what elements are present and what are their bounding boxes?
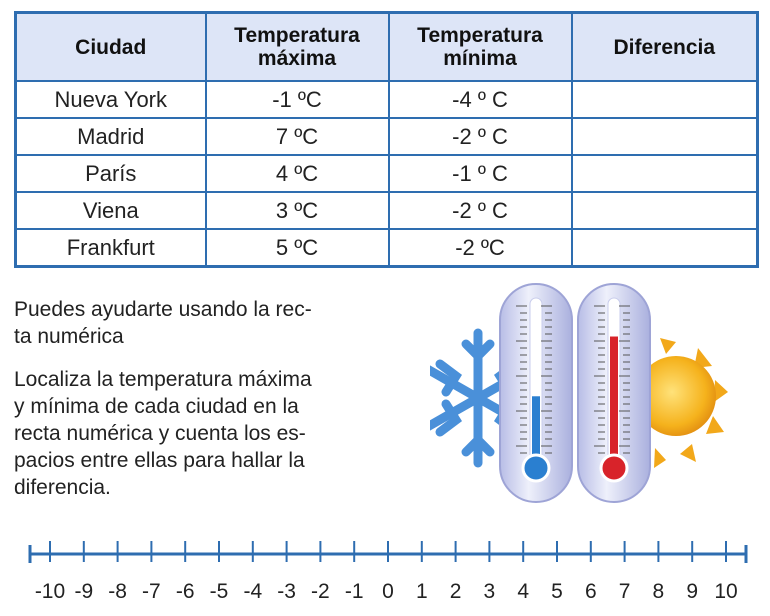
cell-maxima: 4 ºC [206,155,389,192]
cell-diferencia[interactable] [572,229,758,267]
number-line-label: 0 [382,580,394,603]
cell-ciudad: Madrid [16,118,206,155]
cell-diferencia[interactable] [572,81,758,118]
cell-minima: -1 º C [389,155,572,192]
temperature-table [14,11,759,268]
number-line-label: -8 [108,580,127,603]
number-line-label: 8 [652,580,665,603]
cell-maxima: 7 ºC [206,118,389,155]
number-line-label: 2 [449,580,462,603]
table-row [16,155,758,192]
cell-minima: -2 º C [389,192,572,229]
number-line-label: 5 [551,580,563,603]
instruction-hint: Puedes ayudarte usando la rec- ta numérica [14,298,312,348]
number-line-label: -10 [34,580,66,603]
header-diferencia: Diferencia [572,13,758,82]
number-line-label: -6 [175,580,195,603]
table-row [16,81,758,118]
number-line [0,530,770,616]
cell-maxima: 5 ºC [206,229,389,267]
cold-thermometer-icon [500,284,572,502]
number-line-label: -4 [243,580,263,603]
cell-minima: -4 º C [389,81,572,118]
number-line-label: 1 [415,580,428,603]
cell-minima: -2 ºC [389,229,572,267]
number-line-label: 10 [714,580,738,603]
cell-diferencia[interactable] [572,118,758,155]
cell-maxima: -1 ºC [206,81,389,118]
number-line-label: -1 [344,580,364,603]
instruction-task: Localiza la temperatura máxima y mínima de cada ciudad en la recta numérica y cuenta los es- pacios entre ellas para hallar la diferencia. [14,368,312,499]
number-line-label: 3 [483,580,496,603]
table-row [16,118,758,155]
cell-ciudad: Frankfurt [16,229,206,267]
header-temperatura-maxima: Temperatura máxima [206,13,389,82]
number-line-label: 4 [517,580,530,603]
cell-ciudad: Viena [16,192,206,229]
cell-ciudad: París [16,155,206,192]
header-temperatura-minima: Temperatura mínima [389,13,572,82]
number-line-label: 9 [686,580,699,603]
hot-thermometer-icon [578,284,650,502]
number-line-label: -2 [311,580,330,603]
number-line-label: -5 [209,580,229,603]
cell-minima: -2 º C [389,118,572,155]
cell-ciudad: Nueva York [16,81,206,118]
header-ciudad: Ciudad [16,13,206,82]
table-row [16,192,758,229]
table-row [16,229,758,267]
number-line-label: -9 [74,580,94,603]
cell-diferencia[interactable] [572,192,758,229]
thermometers-illustration [430,278,730,508]
number-line-label: -3 [277,580,296,603]
cell-maxima: 3 ºC [206,192,389,229]
number-line-label: 7 [618,580,631,603]
number-line-label: -7 [142,580,161,603]
cell-diferencia[interactable] [572,155,758,192]
table-header-row [16,13,758,82]
number-line-label: 6 [584,580,597,603]
